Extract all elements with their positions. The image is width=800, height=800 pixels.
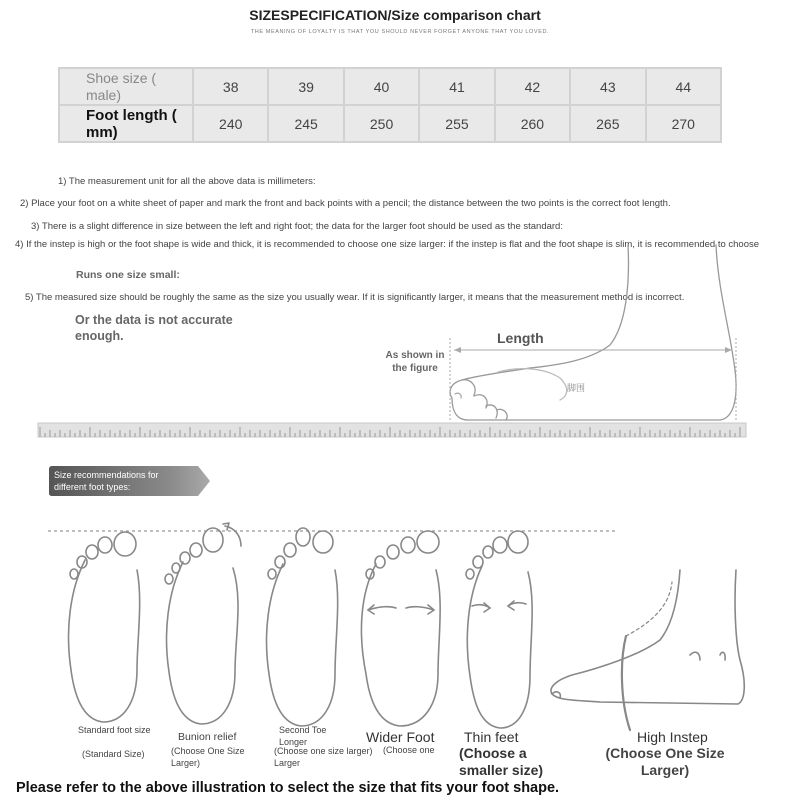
note-runs-small: Runs one size small: <box>76 269 180 281</box>
thin-foot-label: Thin feet <box>464 729 519 745</box>
note-2: 2) Place your foot on a white sheet of paper and mark the front and back points with a pencil; the distance between the two points is the correct foot length. <box>20 198 671 209</box>
high-instep-foot-icon <box>551 570 744 730</box>
recommendation-banner-text: Size recommendations for different foot types: <box>54 470 159 492</box>
wider-foot-advice: (Choose one <box>383 745 435 755</box>
shoe-size-label: Shoe size ( male) <box>59 68 193 105</box>
note-1: 1) The measurement unit for all the above data is millimeters: <box>58 176 316 187</box>
note-4: 4) If the instep is high or the foot shape is wide and thick, it is recommended to choose one size larger: if the instep is flat and the foot shape is slim, it is recommended to choose <box>15 239 760 250</box>
foot-length-cell: 260 <box>495 105 570 142</box>
bunion-foot-label: Bunion relief <box>178 731 237 743</box>
note-5: 5) The measured size should be roughly the same as the size you usually wear. If it is significantly larger, it means that the measurement method is incorrect. <box>25 292 685 303</box>
thin-foot-advice: (Choose a smaller size) <box>459 745 544 778</box>
as-shown-label: As shown in the figure <box>385 350 445 374</box>
standard-foot-advice: (Standard Size) <box>82 749 145 759</box>
bunion-foot-advice: (Choose One Size Larger) <box>171 746 245 768</box>
standard-foot-icon <box>69 532 140 722</box>
shoe-size-cell: 40 <box>344 68 419 105</box>
foot-length-cell: 250 <box>344 105 419 142</box>
second-toe-foot-label: Second Toe Longer <box>279 725 327 747</box>
foot-circumference-mark: 脚围 <box>567 384 586 394</box>
shoe-size-cell: 39 <box>268 68 343 105</box>
footer-instruction: Please refer to the above illustration to select the size that fits your foot shape. <box>16 780 560 796</box>
shoe-size-cell: 44 <box>646 68 721 105</box>
note-not-accurate: Or the data is not accurate enough. <box>75 313 233 343</box>
shoe-size-cell: 38 <box>193 68 268 105</box>
foot-length-cell: 240 <box>193 105 268 142</box>
foot-length-cell: 245 <box>268 105 343 142</box>
second-toe-foot-icon <box>267 528 338 726</box>
bunion-foot-icon <box>165 523 241 724</box>
shoe-size-cell: 42 <box>495 68 570 105</box>
second-toe-foot-advice: (Choose one size larger) Larger <box>274 746 373 768</box>
note-3: 3) There is a slight difference in size between the left and right foot; the data for the larger foot should be used as the standard: <box>31 221 563 232</box>
high-instep-label: High Instep <box>637 729 708 745</box>
shoe-size-cell: 41 <box>419 68 494 105</box>
shoe-size-cell: 43 <box>570 68 645 105</box>
page-subtitle: THE MEANING OF LOYALTY IS THAT YOU SHOULD NEVER FORGET ANYONE THAT YOU LOVED. <box>250 29 550 35</box>
foot-length-cell: 255 <box>419 105 494 142</box>
foot-length-cell: 265 <box>570 105 645 142</box>
page-title: SIZESPECIFICATION/Size comparison chart <box>249 7 541 23</box>
wider-foot-label: Wider Foot <box>366 729 435 745</box>
length-label: Length <box>497 330 544 346</box>
foot-length-label: Foot length ( mm) <box>59 105 193 142</box>
thin-foot-icon <box>466 531 532 728</box>
standard-foot-label: Standard foot size <box>78 725 151 735</box>
foot-length-cell: 270 <box>646 105 721 142</box>
wider-foot-icon <box>361 531 440 726</box>
high-instep-advice: (Choose One Size Larger) <box>605 745 725 778</box>
